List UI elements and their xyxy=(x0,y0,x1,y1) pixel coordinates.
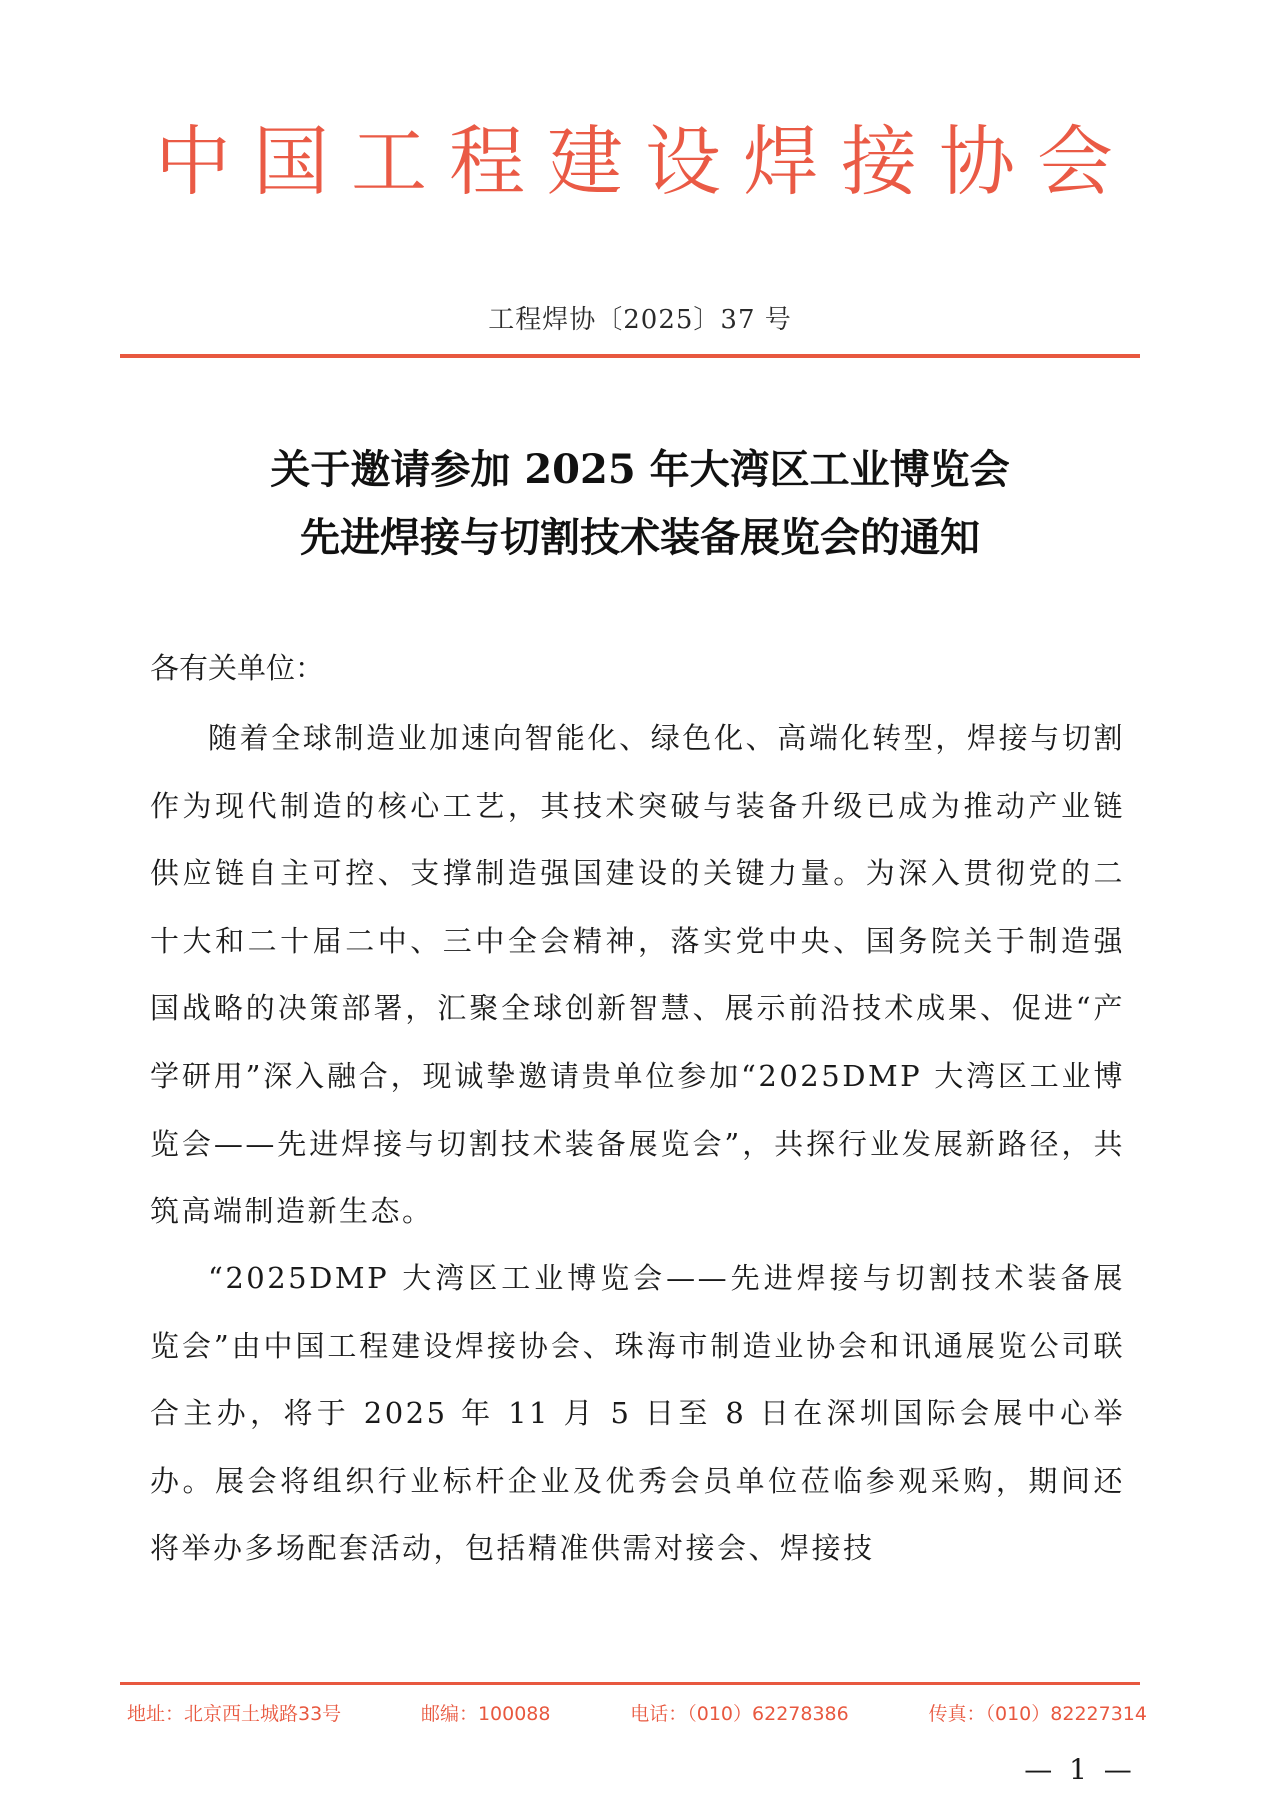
header-divider xyxy=(120,354,1140,358)
footer-postcode: 邮编：100088 xyxy=(420,1703,551,1725)
footer-fax: 传真：（010）82227314 xyxy=(928,1703,1147,1725)
notice-title-line-2: 先进焊接与切割技术装备展览会的通知 xyxy=(300,514,980,561)
notice-title-line-1: 关于邀请参加 2025 年大湾区工业博览会 xyxy=(270,446,1010,493)
body-paragraph-1: 随着全球制造业加速向智能化、绿色化、高端化转型，焊接与切割作为现代制造的核心工艺，其技术突破与装备升级已成为推动产业链供应链自主可控、支撑制造强国建设的关键力量。为深入贯彻党的二十大和二十届二中、三中全会精神，落实党中央、国务院关于制造强国战略的决策部署，汇聚全球创新智慧、展示前沿技术成果、促进“产学研用”深入融合，现诚挚邀请贵单位参加“2025DMP 大湾区工业博览会——先进焊接与切割技术装备展览会”，共探行业发展新路径，共筑高端制造新生态。 xyxy=(150,721,1125,1229)
page-number: — 1 — xyxy=(1024,1753,1136,1786)
footer-address: 地址：北京西土城路33号 xyxy=(127,1703,342,1725)
footer-divider xyxy=(120,1682,1140,1685)
body-paragraph-2: “2025DMP 大湾区工业博览会——先进焊接与切割技术装备展览会”由中国工程建设焊接协会、珠海市制造业协会和讯通展览公司联合主办，将于 2025 年 11 月 5 日至 8 日在深圳国际会展中心举办。展会将组织行业标杆企业及优秀会员单位莅临参观采购，期间还将举办多场配套活动，包括精准供需对接会、焊接技 xyxy=(150,1261,1125,1566)
footer-phone: 电话：（010）62278386 xyxy=(630,1703,849,1725)
document-number: 工程焊协〔2025〕37 号 xyxy=(488,305,792,335)
salutation: 各有关单位： xyxy=(150,651,325,685)
organization-letterhead: 中国工程建设焊接协会 xyxy=(155,117,1135,206)
footer-contact-info xyxy=(127,1700,1147,1728)
